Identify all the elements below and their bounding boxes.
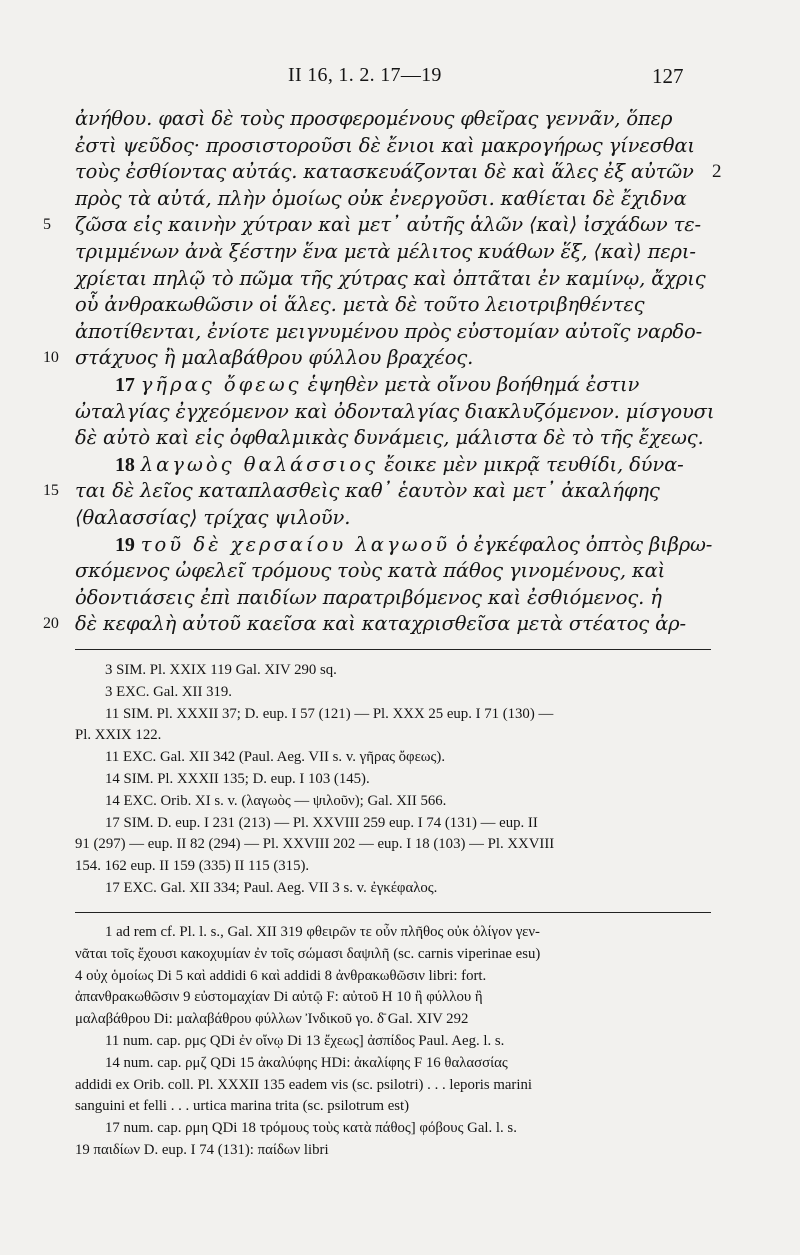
text-line — [75, 133, 715, 160]
text-line — [75, 159, 722, 186]
testimonia-line: 17 SIM. D. eup. I 231 (213) — Pl. XXVIII 259 eup. I 74 (131) — eup. II — [105, 814, 538, 831]
testimonia-line: 154. 162 eup. II 159 (335) II 115 (315). — [75, 858, 310, 875]
text-line — [43, 345, 715, 372]
section-heading: τοῦ δὲ χερσαίου λαγωοῦ — [140, 532, 451, 556]
line-text: στάχυος ἢ μαλαβάθρου φύλλου βραχέος. — [75, 346, 474, 370]
line-text: πρὸς τὰ αὐτά, πλὴν ὁμοίως οὐκ ἐνεργοῦσι. καθίεται δὲ ἔχιδνα — [75, 186, 687, 210]
section-heading: λαγωὸς θαλάσσιος — [140, 452, 379, 476]
line-text: ἀνήθου. φασὶ δὲ τοὺς προσφερομένους φθεῖρας γεννᾶν, ὅπερ — [75, 107, 673, 130]
text-line — [75, 505, 715, 532]
line-text: ἀποτίθενται, ἐνίοτε μειγνυμένου πρὸς εὐστομίαν αὐτοῖς ναρδο- — [75, 319, 703, 343]
divider-rule — [75, 649, 711, 650]
line-text: ἐστὶ ψεῦδος· προσιστοροῦσι δὲ ἔνιοι καὶ μακρογήρως γίνεσθαι — [75, 133, 695, 157]
line-number: 5 — [43, 216, 51, 234]
text-line — [75, 106, 715, 133]
margin-reference: 2 — [712, 161, 722, 183]
line-text: τοὺς ἐσθίοντας αὐτάς. κατασκευάζονται δὲ καὶ ἅλες ἐξ αὐτῶν — [75, 160, 694, 184]
apparatus-line: 11 num. cap. ρμϛ QDi ἐν οἴνῳ Di 13 ἔχεως] ἀσπίδος Paul. Aeg. l. s. — [105, 1032, 505, 1049]
text-line — [75, 372, 715, 399]
line-text: τριμμένων ἀνὰ ξέστην ἕνα μετὰ μέλιτος κυάθων ἕξ, ⟨καὶ⟩ περι- — [75, 239, 696, 263]
line-text: ὠταλγίας ἐγχεόμενον καὶ ὀδονταλγίας διακλυζόμενον. μίσγουσι — [75, 399, 715, 423]
apparatus-line: 17 num. cap. ρμη QDi 18 τρόμους τοὺς κατὰ πάθος] φόβους Gal. l. s. — [105, 1120, 517, 1137]
section-number: 19 — [115, 533, 135, 556]
main-text-lines — [43, 106, 722, 638]
text-line — [75, 266, 715, 293]
testimonia-line: 14 EXC. Orib. XI s. v. (λαγωὸς — ψιλοῦν); Gal. XII 566. — [105, 792, 447, 809]
text-line — [75, 186, 715, 213]
divider-rule — [75, 912, 711, 913]
text-line — [75, 585, 715, 612]
text-line — [75, 239, 715, 266]
text-line — [75, 425, 715, 452]
critical-apparatus — [75, 922, 715, 1162]
section-heading: γῆρας ὄφεως — [140, 372, 302, 396]
apparatus-line: addidi ex Orib. coll. Pl. XXXII 135 eadem vis (sc. psilotri) . . . leporis marini — [75, 1076, 532, 1093]
testimonia-line: 11 EXC. Gal. XII 342 (Paul. Aeg. VII s. v. γῆρας ὄφεως). — [105, 749, 446, 766]
section-reference: II 16, 1. 2. 17—19 — [288, 64, 442, 86]
line-text: ὁ ἐγκέφαλος ὀπτὸς βιβρω- — [450, 532, 713, 556]
apparatus-line: 14 num. cap. ρμζ QDi 15 ἀκαλύφης HDi: ἀκαλίφης F 16 θαλασσίας — [105, 1054, 508, 1071]
apparatus-line: 1 ad rem cf. Pl. l. s., Gal. XII 319 φθειρῶν τε οὖν πλῆθος οὐκ ὀλίγον γεν- — [105, 924, 540, 940]
testimonia-line: Pl. XXIX 122. — [75, 727, 162, 744]
testimonia-line: 3 EXC. Gal. XII 319. — [105, 683, 232, 700]
text-line — [75, 558, 715, 585]
main-text — [43, 106, 722, 638]
line-text: ζῶσα εἰς καινὴν χύτραν καὶ μετ᾽ αὐτῆς ἁλῶν ⟨καὶ⟩ ἰσχάδων τε- — [75, 213, 701, 237]
testimonia-block — [75, 660, 715, 900]
line-text: οὗ ἀνθρακωθῶσιν οἱ ἅλες. μετὰ δὲ τοῦτο λειοτριβηθέντες — [75, 293, 645, 317]
line-text: ἑψηθὲν μετὰ οἴνου βοήθημά ἐστιν — [301, 372, 640, 396]
apparatus-line: ἀπανθρακωθῶσιν 9 εὐστομαχίαν Di αὐτῷ F: αὐτοῦ H 10 ἢ φύλλου ἢ — [75, 989, 483, 1006]
text-line — [43, 478, 715, 505]
testimonia-line: 3 SIM. Pl. XXIX 119 Gal. XIV 290 sq. — [105, 662, 337, 678]
text-line — [75, 452, 715, 479]
testimonia-lines — [75, 660, 715, 900]
line-text: ὀδοντιάσεις ἐπὶ παιδίων παρατριβόμενος καὶ ἐσθιόμενος. ἡ — [75, 585, 662, 609]
apparatus-line: 19 παιδίων D. eup. I 74 (131): παίδων libri — [75, 1141, 329, 1158]
apparatus-line: sanguini et felli . . . urtica marina trita (sc. psilotrum est) — [75, 1098, 410, 1115]
line-text: σκόμενος ὠφελεῖ τρόμους τοὺς κατὰ πάθος γινομένους, καὶ — [75, 559, 666, 583]
testimonia-line: 11 SIM. Pl. XXXII 37; D. eup. I 57 (121) — Pl. XXX 25 eup. I 71 (130) — — [105, 705, 554, 722]
text-line — [75, 532, 715, 559]
line-text: ⟨θαλασσίας⟩ τρίχας ψιλοῦν. — [75, 505, 351, 529]
section-number: 17 — [115, 373, 135, 396]
page-number: 127 — [652, 64, 684, 88]
apparatus-line: μαλαβάθρου Di: μαλαβάθρου φύλλων Ἰνδικοῦ γο. δ̄ Gal. XIV 292 — [75, 1011, 469, 1028]
line-number: 10 — [43, 349, 59, 367]
line-text: χρίεται πηλῷ τὸ πῶμα τῆς χύτρας καὶ ὀπτᾶται ἐν καμίνῳ, ἄχρις — [75, 266, 706, 290]
line-text: ἔοικε μὲν μικρᾷ τευθίδι, δύνα- — [378, 452, 684, 476]
testimonia-line: 17 EXC. Gal. XII 334; Paul. Aeg. VII 3 s. v. ἐγκέφαλος. — [105, 879, 438, 896]
text-line — [43, 611, 715, 638]
testimonia-line: 14 SIM. Pl. XXXII 135; D. eup. I 103 (145). — [105, 770, 370, 787]
line-text: δὲ αὐτὸ καὶ εἰς ὀφθαλμικὰς δυνάμεις, μάλιστα δὲ τὸ τῆς ἔχεως. — [75, 426, 704, 450]
line-number: 15 — [43, 482, 59, 500]
text-line — [75, 292, 715, 319]
apparatus-lines — [75, 922, 715, 1162]
apparatus-line: νᾶται τοῖς ἔχουσι κακοχυμίαν ἐν τοῖς σώμασι δαψιλῆ (sc. carnis viperinae esu) — [75, 945, 541, 962]
line-text: δὲ κεφαλὴ αὐτοῦ καεῖσα καὶ καταχρισθεῖσα μετὰ στέατος ἀρ- — [75, 612, 686, 636]
text-line — [43, 212, 715, 239]
text-line — [75, 319, 715, 346]
apparatus-line: 4 οὐχ ὁμοίως Di 5 καὶ addidi 6 καὶ addidi 8 ἀνθρακωθῶσιν libri: fort. — [75, 967, 487, 984]
running-header — [0, 64, 800, 94]
line-text: ται δὲ λεῖος καταπλασθεὶς καθ᾽ ἑαυτὸν καὶ μετ᾽ ἀκαλήφης — [75, 479, 660, 503]
line-number: 20 — [43, 615, 59, 633]
text-line — [75, 399, 715, 426]
testimonia-line: 91 (297) — eup. II 82 (294) — Pl. XXVIII 202 — eup. I 18 (103) — Pl. XXVIII — [75, 836, 555, 853]
section-number: 18 — [115, 453, 135, 476]
